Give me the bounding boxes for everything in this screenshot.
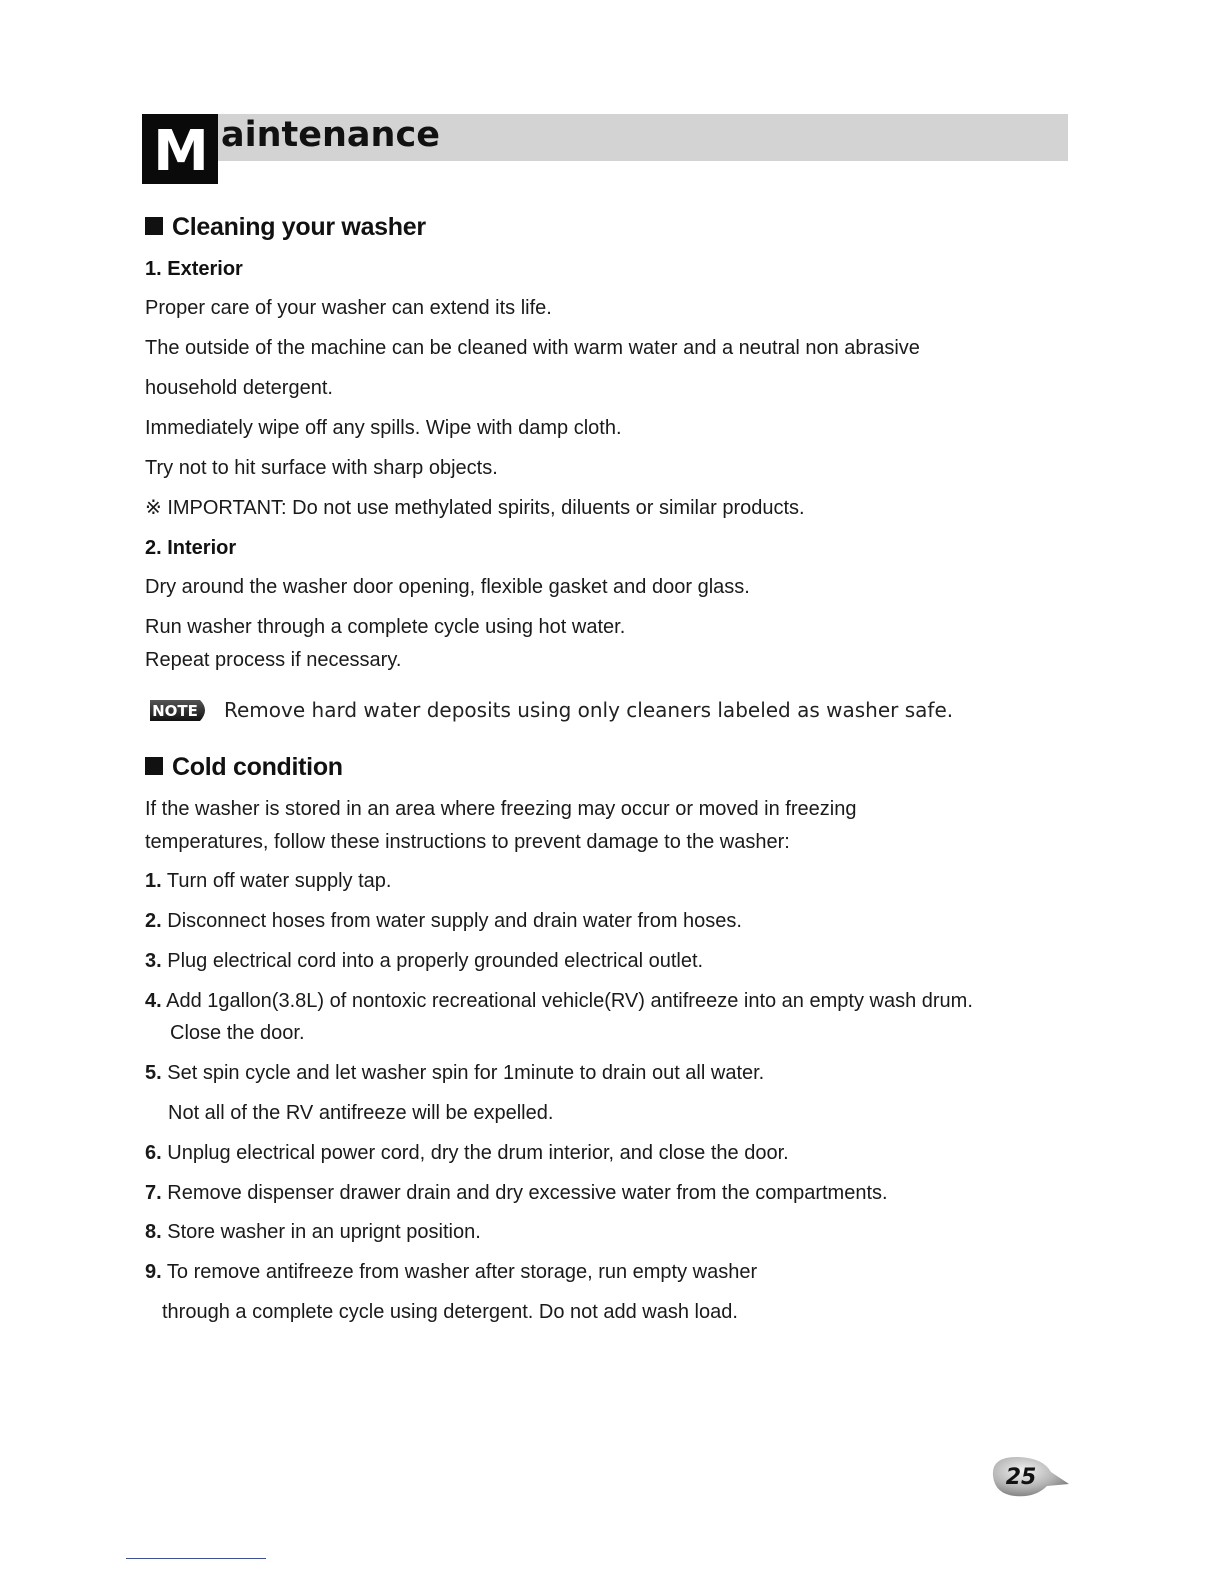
exterior-line: household detergent. <box>145 377 333 399</box>
step-item: 8. Store washer in an uprignt position. <box>145 1221 481 1243</box>
cold-intro-line: temperatures, follow these instructions to prevent damage to the washer: <box>145 831 790 853</box>
section-heading-cold: Cold condition <box>145 752 343 782</box>
interior-line: Repeat process if necessary. <box>145 649 402 671</box>
step-item: 9. To remove antifreeze from washer after storage, run empty washer <box>145 1261 758 1283</box>
step-item: 5. Set spin cycle and let washer spin for 1minute to drain out all water. <box>145 1062 765 1084</box>
exterior-line: Try not to hit surface with sharp objects. <box>145 457 498 479</box>
note-block <box>148 695 953 725</box>
step-item: 1. Turn off water supply tap. <box>145 870 392 892</box>
step-continuation: through a complete cycle using detergent. Do not add wash load. <box>162 1301 738 1323</box>
subheading-exterior: 1. Exterior <box>145 258 243 280</box>
step-item: 4. Add 1gallon(3.8L) of nontoxic recreational vehicle(RV) antifreeze into an empty wash drum. <box>145 990 973 1012</box>
square-bullet-icon <box>145 757 163 775</box>
step-item: 2. Disconnect hoses from water supply and drain water from hoses. <box>145 910 742 932</box>
footer-divider <box>126 1558 266 1559</box>
step-item: 7. Remove dispenser drawer drain and dry excessive water from the compartments. <box>145 1182 888 1204</box>
page-number: 25 <box>1005 1465 1037 1490</box>
subheading-interior: 2. Interior <box>145 537 237 559</box>
exterior-line: Immediately wipe off any spills. Wipe with damp cloth. <box>145 417 622 439</box>
page-title: aintenance <box>221 115 440 155</box>
interior-line: Run washer through a complete cycle using hot water. <box>145 616 626 638</box>
step-continuation: Close the door. <box>170 1022 305 1044</box>
cold-intro-line: If the washer is stored in an area where freezing may occur or moved in freezing <box>145 798 857 820</box>
step-item: 6. Unplug electrical power cord, dry the drum interior, and close the door. <box>145 1142 789 1164</box>
svg-text:NOTE: NOTE <box>152 701 198 720</box>
exterior-line: Proper care of your washer can extend its life. <box>145 297 552 319</box>
important-line: ※ IMPORTANT: Do not use methylated spirits, diluents or similar products. <box>145 497 805 519</box>
title-initial: M <box>142 114 218 184</box>
step-continuation: Not all of the RV antifreeze will be expelled. <box>168 1102 554 1124</box>
step-item: 3. Plug electrical cord into a properly grounded electrical outlet. <box>145 950 704 972</box>
page-number-badge <box>985 1450 1069 1500</box>
note-text: Remove hard water deposits using only cleaners labeled as washer safe. <box>224 698 954 722</box>
interior-line: Dry around the washer door opening, flexible gasket and door glass. <box>145 576 750 598</box>
square-bullet-icon <box>145 217 163 235</box>
section-heading-cleaning: Cleaning your washer <box>145 212 426 242</box>
note-badge-icon <box>148 698 212 723</box>
exterior-line: The outside of the machine can be cleaned with warm water and a neutral non abrasive <box>145 337 920 359</box>
